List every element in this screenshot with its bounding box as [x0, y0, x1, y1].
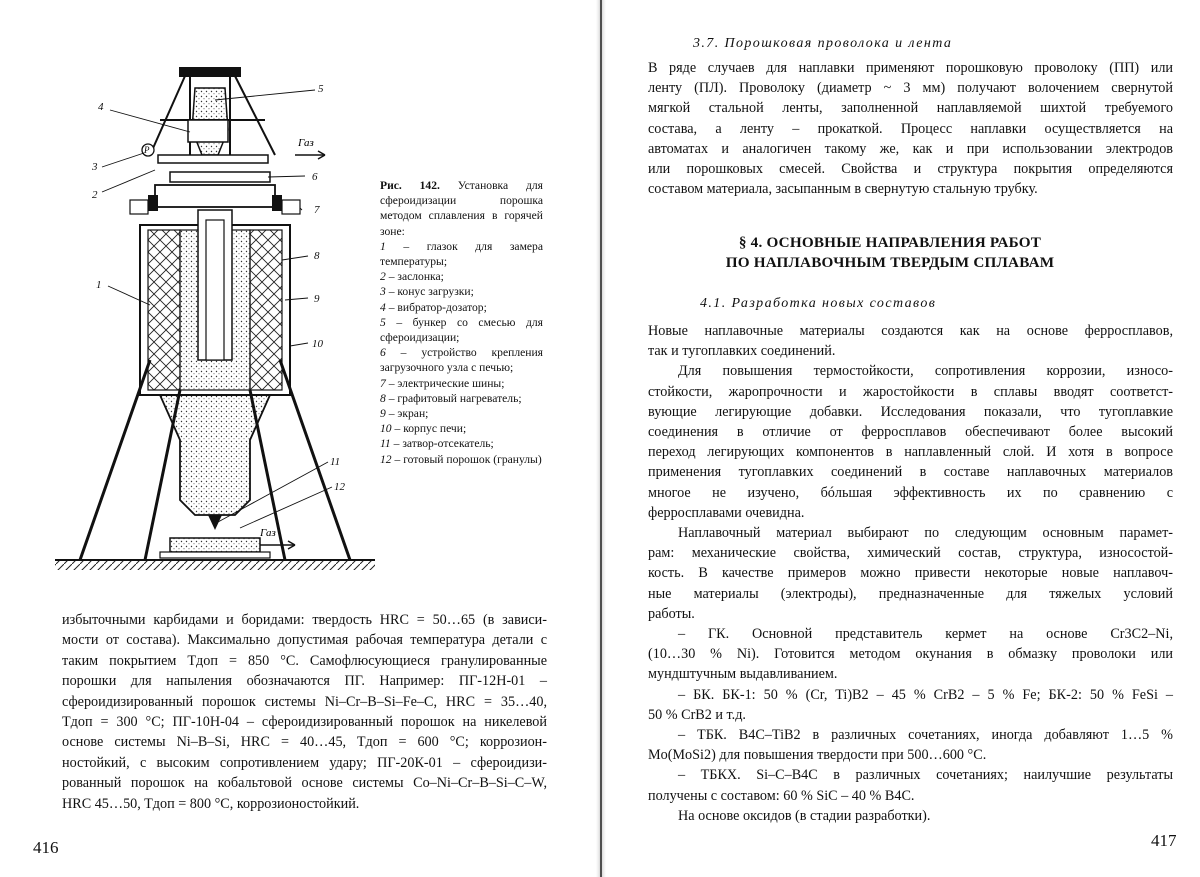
text-line: применения тугоплавких соединений в составе наплавочных материалов [648, 464, 1173, 481]
text-line: стойкости, жаропрочности и жаростойкости в сплавы вводят соответст- [648, 383, 1173, 400]
text-line: В ряде случаев для наплавки применяют порошковую проволоку (ПП) или [648, 60, 1173, 76]
callout-7: 7 [314, 204, 320, 216]
text-line: мягкой стальной ленты, заполненной наплавляемой шихтой требуемого [648, 100, 1173, 117]
text-line: Для повышения термостойкости, сопротивления коррозии, износо- [678, 363, 1173, 380]
caption-item-text: – бункер со смесью для сфероидизации; [380, 315, 543, 345]
text-line: основе системы Ni–B–Si, HRC = 40…45, Tдоп = 600 °C; коррозион- [62, 734, 547, 751]
left-body-text [62, 610, 547, 814]
caption-item-number: 3 [380, 285, 386, 299]
caption-item [380, 452, 543, 467]
bus-right [272, 195, 282, 211]
text-line: 50 % CrB2 и т.д. [648, 706, 746, 723]
caption-item-number: 9 [380, 407, 386, 421]
caption-item [380, 315, 543, 345]
text-line: ные материалы (электроды), предназначенные для тяжелых условий [648, 585, 1173, 602]
paragraphs-4-1 [648, 321, 1173, 826]
gas-label-bottom: Газ [260, 527, 276, 539]
caption-item-number: 1 [380, 239, 386, 253]
shutter-plate [158, 155, 268, 163]
page-number-left: 416 [33, 838, 59, 857]
section-heading [690, 233, 1090, 273]
text-line: ностойкий, с высоким сопротивлением удару; ПГ-20К-01 – сфероидизи- [62, 754, 547, 771]
caption-item-text: – затвор-отсекатель; [390, 437, 494, 451]
caption-item [380, 239, 543, 269]
text-line: Новые наплавочные материалы создаются как на основе ферросплавов, [648, 323, 1173, 339]
caption-text: Установка для сфероидизации порошка методом сплавления в горячей зоне: [380, 179, 543, 238]
caption-item-number: 5 [380, 315, 386, 329]
callout-2: 2 [92, 189, 98, 201]
text-line: таким покрытием Tдоп = 850 °C. Самофлюсующиеся гранулированные [62, 652, 547, 669]
text-line: – ТБК. B4C–TiB2 в различных сочетаниях, иногда добавляют 1…5 % [678, 727, 1173, 744]
caption-item-number: 7 [380, 376, 386, 390]
caption-title: Рис. 142. [380, 179, 440, 192]
text-line: порошки для напыления обозначаются ПГ. Например: ПГ-12Н-01 – [62, 673, 547, 690]
caption-item-number: 11 [380, 437, 391, 451]
caption-item-number: 12 [380, 452, 392, 466]
page-number-right: 417 [1151, 831, 1177, 850]
ground-hatch [55, 560, 375, 570]
caption-item [380, 391, 543, 406]
callout-1: 1 [96, 279, 102, 291]
caption-item-text: – глазок для замера температуры; [380, 239, 543, 269]
cooling-chamber [160, 395, 270, 530]
text-line: или порошковых смесей. Свойства и структура покрытия определяются [648, 161, 1173, 178]
text-line: избыточными карбидами и боридами: твердость HRC = 50…65 (в зависи- [62, 612, 547, 628]
caption-item [380, 421, 543, 436]
text-line: – БК. БК-1: 50 % (Cr, Ti)B2 – 45 % CrB2 – 5 % Fe; БК-2: 50 % FeSi – [678, 686, 1173, 703]
caption-item-text: – устройство крепления загрузочного узла с печью; [380, 346, 543, 375]
p-label: P [144, 145, 150, 155]
text-line: Mo(MoSi2) для повышения твердости при 500…600 °C. [648, 747, 987, 764]
text-line: соединения в отличие от ферросплавов обеспечивают более высокий [648, 424, 1173, 441]
callout-9: 9 [314, 293, 320, 305]
caption-item-number: 6 [380, 346, 386, 360]
caption-items [380, 239, 543, 467]
callout-5: 5 [318, 83, 324, 95]
caption-item-text: – заслонка; [385, 270, 444, 284]
furnace-body [140, 210, 290, 395]
caption-item-number: 10 [380, 422, 392, 436]
section-heading-line2: ПО НАПЛАВОЧНЫМ ТВЕРДЫМ СПЛАВАМ [725, 254, 1055, 271]
text-line: кость. В качестве примеров можно привести некоторые новые наплавоч- [648, 565, 1173, 582]
text-line: Наплавочный материал выбирают по следующим основным парамет- [678, 525, 1173, 542]
text-line: составом материала, засыпанным в свернутую стальную трубку. [648, 181, 1038, 198]
caption-item-text: – экран; [385, 407, 429, 421]
text-line: ленту (ПЛ). Проволоку (диаметр ~ 3 мм) получают волочением свернутой [648, 80, 1173, 97]
caption-item-number: 4 [380, 300, 386, 314]
caption-item-text: – конус загрузки; [385, 285, 474, 299]
text-line: получены с составом: 60 % SiC – 40 % B4C. [648, 787, 915, 804]
subsection-title-4-1: 4.1. Разработка новых составов [700, 296, 937, 311]
text-line: многое не изучено, бóльшая эффективность их по сравнению с [648, 484, 1173, 501]
caption-item-text: – вибратор-дозатор; [385, 300, 487, 314]
text-line: – ГК. Основной представитель кермет на основе Cr3C2–Ni, [678, 626, 1173, 643]
text-line: состава, а ленту – прокаткой. Процесс наплавки осуществляется на [648, 120, 1173, 137]
caption-item-number: 2 [380, 270, 386, 284]
caption-item [380, 406, 543, 421]
caption-item [380, 300, 543, 315]
vibrator [188, 120, 228, 142]
text-line: переход легирующих компонентов в наплавленный слой. И хотя в вопросе [648, 444, 1173, 461]
caption-item [380, 376, 543, 391]
figure-caption [380, 178, 543, 467]
caption-item-number: 8 [380, 391, 386, 405]
mount-plate [170, 172, 270, 182]
text-line: На основе оксидов (в стадии разработки). [678, 807, 931, 824]
paragraph-3-7 [648, 58, 1173, 199]
caption-item [380, 436, 543, 451]
caption-item-text: – электрические шины; [385, 376, 505, 390]
callout-4: 4 [98, 101, 104, 113]
callout-12: 12 [334, 481, 345, 493]
section-heading-line1: § 4. ОСНОВНЫЕ НАПРАВЛЕНИЯ РАБОТ [738, 234, 1042, 251]
powder-container [170, 538, 260, 552]
text-line: рам: механические свойства, химический состав, структура, износостой- [648, 545, 1173, 562]
text-line: так и тугоплавких соединений. [648, 343, 836, 360]
subsection-title-3-7: 3.7. Порошковая проволока и лента [693, 36, 953, 51]
bus-left [148, 195, 158, 211]
text-line: Tдоп = 300 °C; ПГ-10Н-04 – сфероидизированный порошок на никелевой [62, 714, 547, 731]
furnace-diagram [40, 60, 380, 580]
caption-item [380, 284, 543, 299]
caption-item [380, 345, 543, 375]
text-line: автоматах и аналогичен такому же, как и при использовании электродов [648, 140, 1173, 157]
text-line: сфероидизированный порошок системы Ni–Cr–B–Si–Fe–C, HRC = 35…40, [62, 693, 547, 710]
callout-11: 11 [330, 456, 341, 468]
caption-item-text: – графитовый нагреватель; [385, 391, 522, 405]
right-page [600, 0, 1200, 877]
callout-3: 3 [92, 161, 98, 173]
text-line: – ТБКХ. Si–C–B4C в различных сочетаниях; наилучшие результаты [678, 767, 1173, 784]
text-line: вующие легирующие добавки. Исследования показали, что тугоплавкие [648, 403, 1173, 420]
caption-item [380, 269, 543, 284]
text-line: HRC 45…50, Tдоп = 800 °C, коррозионостойкий. [62, 795, 360, 812]
gate-valve [208, 515, 222, 530]
text-line: мундштучным выдавливанием. [648, 666, 838, 683]
text-line: рованный порошок на кобальтовой основе системы Co–Ni–Cr–B–Si–C–W, [62, 775, 547, 792]
text-line: мости от состава). Максимально допустимая рабочая температура детали с [62, 632, 547, 649]
text-line: ферросплавами очевидна. [648, 504, 805, 521]
callout-6: 6 [312, 171, 318, 183]
text-line: (10…30 % Ni). Готовится методом окунания в обмазку проволоки или [648, 646, 1173, 663]
gas-label-top: Газ [298, 137, 314, 149]
caption-item-text: – корпус печи; [391, 422, 467, 436]
callout-8: 8 [314, 250, 320, 262]
callout-10: 10 [312, 338, 323, 350]
caption-item-text: – готовый порошок (гранулы) [391, 452, 542, 466]
text-line: работы. [648, 605, 695, 622]
